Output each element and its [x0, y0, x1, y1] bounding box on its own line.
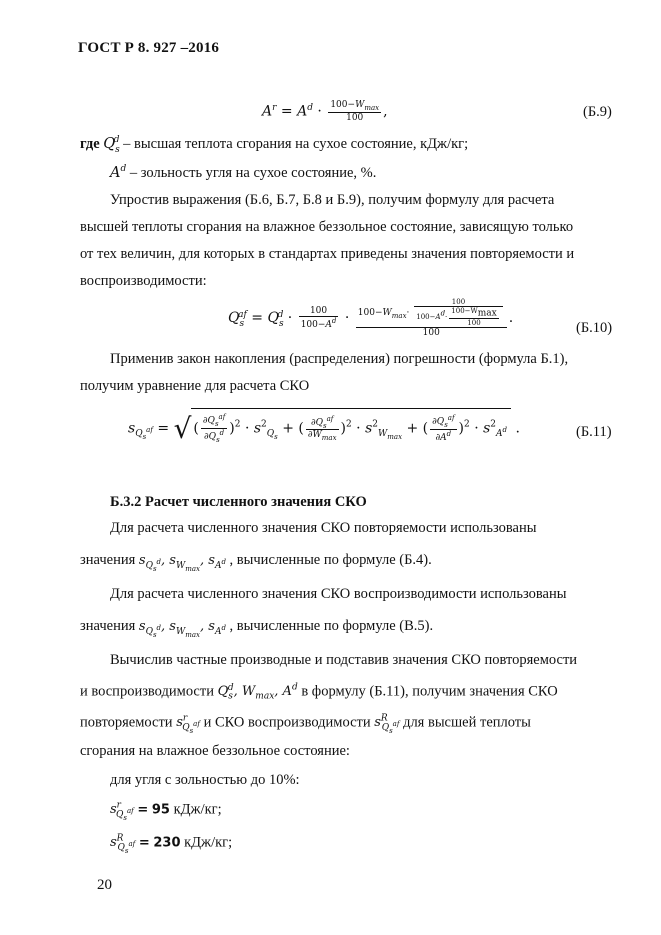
- equation-number-b10: (Б.10): [576, 320, 613, 336]
- where-label: где: [80, 135, 100, 152]
- text-span: повторяемости: [80, 714, 173, 731]
- paragraph-line: от тех величин, для которых в стандартах приведены значения повторяемости и: [80, 246, 575, 262]
- text-span: и воспроизводимости: [80, 683, 214, 700]
- paragraph-repeatability-l1: Для расчета численного значения СКО повторяемости использованы: [110, 520, 537, 536]
- text-span: для высшей теплоты: [403, 714, 531, 731]
- values-label: значения: [80, 552, 136, 568]
- section-heading: Б.3.2 Расчет численного значения СКО: [110, 494, 367, 510]
- paragraph-derivatives-l2: и воспроизводимости $Q_s^d$, $W_{max}$, $A^d$ в формулу (Б.11), получим значения СКО: [80, 683, 558, 702]
- formula-ref: , вычисленные по формуле (Б.4).: [229, 552, 432, 568]
- paragraph-line: получим уравнение для расчета СКО: [80, 378, 310, 394]
- document-header: ГОСТ Р 8. 927 –2016: [78, 40, 220, 56]
- equation-b9: $A^r = A^d$ · $\frac{100-W_{max}}{100}$ ,: [262, 100, 388, 123]
- paragraph-line: Упростив выражения (Б.6, Б.7, Б.8 и Б.9), получим формулу для расчета: [110, 192, 555, 208]
- paragraph-line: высшей теплоты сгорания на влажное беззольное состояние, зависящую только: [80, 219, 574, 235]
- result-unit: кДж/кг;: [173, 801, 222, 818]
- definition-q-text: – высшая теплота сгорания на сухое состояние, кДж/кг;: [123, 135, 469, 152]
- paragraph-derivatives-l4: сгорания на влажное беззольное состояние:: [80, 743, 350, 759]
- equation-b10: $Q_s^{af} = Q_s^d$ · $\frac{100}{100-A^d}$ · $100-W_{max}\cdot$ 100 $100-A^d\cdot$ $\frac{100-W_{max}}{100}$ 100 .: [228, 298, 514, 339]
- result-repeatability: $s^r_{Q_s^{af}} = 95$ кДж/кг;: [110, 801, 222, 822]
- text-span: в формулу (Б.11), получим значения СКО: [301, 683, 558, 700]
- result-repeatability-value: 95: [151, 802, 170, 818]
- result-unit: кДж/кг;: [184, 834, 233, 851]
- equation-b11: $s_{Q_s^{af}}$ = √( $\frac{\partial Q_s^{af}}{\partial Q_s^d}$ )$^2 \cdot s^2_{Q_s}$ + ( $\frac{\partial Q_s^{af}}{\partial W_{max}}$ )$^2 \cdot s^2_{W_{max}}$ + ( $\frac{\partial Q_s^{af}}{\partial A^d}$ )$^2 \cdot s^2_{A^d}$ .: [128, 408, 520, 445]
- paragraph-line: воспроизводимости:: [80, 273, 207, 289]
- result-reproducibility: $s^R_{Q_s^{af}} = 230$ кДж/кг;: [110, 834, 233, 855]
- paragraph-derivatives-l3: повторяемости $s^r_{Q_s^{af}}$ и СКО воспроизводимости $s^R_{Q_s^{af}}$ для высшей теплоты: [80, 714, 531, 735]
- paragraph-line: Применив закон накопления (распределения) погрешности (формула Б.1),: [110, 351, 569, 367]
- result-reproducibility-value: 230: [153, 835, 181, 851]
- paragraph-repeatability-l2: значения $s_{Q_s^d}$, $s_{W_{max}}$, $s_{A^d}$ , вычисленные по формуле (Б.4).: [80, 552, 432, 573]
- values-label: значения: [80, 618, 136, 634]
- paragraph-reproducibility-l2: значения $s_{Q_s^d}$, $s_{W_{max}}$, $s_{A^d}$ , вычисленные по формуле (В.5).: [80, 618, 434, 639]
- paragraph-derivatives-l1: Вычислив частные производные и подставив значения СКО повторяемости: [110, 652, 578, 668]
- definition-q: где $Q_s^d$ – высшая теплота сгорания на сухое состояние, кДж/кг;: [80, 135, 469, 155]
- equation-number-b9: (Б.9): [583, 104, 612, 120]
- paragraph-simplify: [80, 187, 620, 295]
- paragraph-reproducibility-l1: Для расчета численного значения СКО воспроизводимости использованы: [110, 586, 567, 602]
- results-intro: для угля с зольностью до 10%:: [110, 772, 300, 788]
- paragraph-apply-law: [80, 346, 620, 400]
- page-number: 20: [97, 877, 112, 893]
- text-span: и СКО воспроизводимости: [203, 714, 371, 731]
- definition-a-text: – зольность угля на сухое состояние, %.: [129, 164, 377, 181]
- formula-ref: , вычисленные по формуле (В.5).: [229, 618, 434, 634]
- definition-a: $A^d$ – зольность угля на сухое состояние, %.: [110, 164, 377, 181]
- equation-number-b11: (Б.11): [576, 424, 612, 440]
